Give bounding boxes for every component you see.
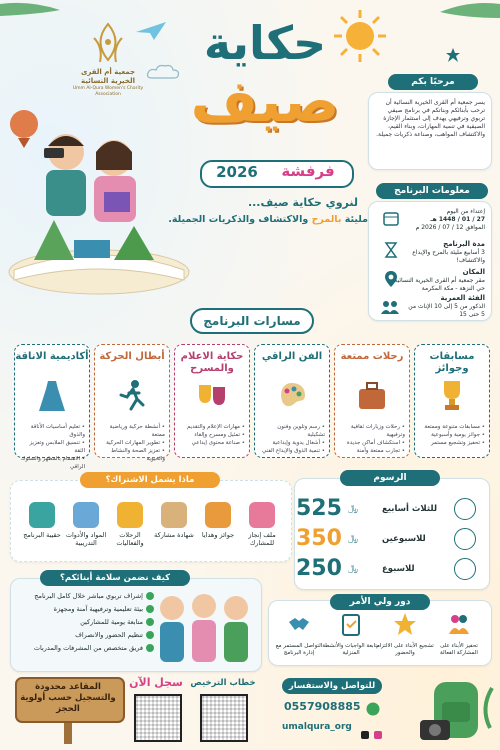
gift-icon bbox=[205, 502, 231, 528]
welcome-panel bbox=[368, 92, 492, 170]
brand-org-ar: جمعية أم القرى الخيرية النسائية bbox=[80, 68, 136, 85]
check-icon bbox=[146, 618, 154, 626]
track-line: • تنسيق الملابس وتعزيز الثقة bbox=[29, 440, 85, 454]
track-line: • تمثيل ومسرح وإلقاء bbox=[194, 432, 245, 438]
info-duration-value: 3 أسابيع مليئة بالمرح والإبداع والاكتشاف! bbox=[412, 249, 485, 264]
include-item bbox=[108, 502, 152, 547]
guardian-label: تحفيز الأبناء على المشاركة الفعالة bbox=[440, 643, 478, 656]
whatsapp-icon[interactable] bbox=[366, 702, 380, 716]
palette-icon bbox=[277, 379, 307, 413]
include-item bbox=[20, 502, 64, 539]
info-start-value: 27 / 01 / 1448 هـ bbox=[430, 216, 485, 223]
fee-row bbox=[296, 496, 476, 524]
license-letter-label[interactable]: خطاب الترخيص bbox=[190, 678, 256, 688]
track-line: • رحلات وزيارات ثقافية وترفيهية bbox=[350, 424, 405, 438]
safety-item bbox=[14, 603, 154, 616]
contact-handle[interactable]: umalqura_org bbox=[282, 722, 352, 732]
track-card bbox=[334, 344, 410, 458]
fee-period: للاسبوع bbox=[382, 564, 415, 574]
social-icons bbox=[352, 724, 382, 734]
track-card bbox=[254, 344, 330, 458]
fees-title: الرسوم bbox=[340, 470, 440, 486]
palm-leaf-icon bbox=[420, 0, 500, 30]
suitcase-icon bbox=[357, 379, 387, 413]
guardian-item bbox=[430, 612, 488, 657]
trophy-icon bbox=[437, 379, 467, 413]
info-duration-label: مدة البرنامج bbox=[443, 240, 485, 248]
fee-currency: ﷼ bbox=[348, 504, 358, 514]
guardian-item bbox=[376, 612, 434, 657]
logo-mark-icon bbox=[80, 18, 136, 74]
safety-item bbox=[14, 590, 154, 603]
include-item bbox=[196, 502, 240, 539]
fee-row bbox=[296, 526, 476, 554]
track-line: • تعزيز الصحة والنشاط والحيوية bbox=[111, 448, 165, 462]
register-qr-code[interactable] bbox=[134, 694, 182, 742]
track-line: • استكشاف أماكن جديدة bbox=[346, 440, 405, 446]
theater-masks-icon bbox=[197, 379, 227, 413]
track-line: • صناعة محتوى إبداعي bbox=[191, 440, 245, 446]
track-lines bbox=[259, 423, 325, 455]
hero-tagline2-b: بالمرح bbox=[311, 214, 342, 225]
hourglass-icon bbox=[383, 242, 399, 258]
brand-logo bbox=[72, 18, 144, 97]
track-line: • تجارب ممتعة وآمنة bbox=[356, 448, 405, 454]
check-icon bbox=[146, 605, 154, 613]
safety-text: متابعة يومية للمشاركين bbox=[80, 618, 143, 626]
certificate-icon bbox=[161, 502, 187, 528]
safety-list bbox=[14, 590, 154, 655]
backpack-camera-illustration bbox=[420, 668, 496, 746]
welcome-body: يسر جمعية أم القرى الخيرية النسائية أن ترحب بأبنائكم وبناتكم في برنامج صيفي تربوي وترفيهي يهدف إلى استثمار الإجازة الصيفية في تنمية المهارات، وبناء القيم، والاكتشاف المواهب، وصناعة ذكريات جميلة. bbox=[376, 99, 485, 138]
track-lines bbox=[19, 423, 85, 471]
include-item bbox=[152, 502, 196, 539]
track-line: • رسم وتلوين وفنون تشكيلية bbox=[277, 424, 325, 438]
track-line: • أشغال يدوية وإبداعية bbox=[272, 440, 325, 446]
fee-row bbox=[296, 556, 476, 584]
track-title: مسابقات وجوائز bbox=[429, 351, 475, 374]
track-line: • تحفيز وتشجيع مستمر bbox=[430, 440, 485, 446]
safety-text: إشراف تربوي مباشر خلال كامل البرنامج bbox=[34, 592, 143, 600]
fee-currency: ﷼ bbox=[348, 534, 358, 544]
calendar-icon bbox=[383, 210, 399, 226]
palm-leaf-icon bbox=[0, 0, 90, 26]
info-age-value: الذكور من 5 إلى 10 الإناث من 5 حتى 15 bbox=[408, 303, 485, 318]
check-icon bbox=[146, 592, 154, 600]
paper-plane-icon bbox=[134, 20, 168, 42]
clipboard-icon bbox=[339, 612, 363, 636]
fee-amount: 350 bbox=[296, 526, 342, 551]
hero-tagline2-c: والاكتشاف والذكريات الجميلة. bbox=[168, 214, 312, 225]
contact-title: للتواصل والاستفسار bbox=[282, 678, 382, 694]
info-place-label: المكان bbox=[462, 268, 485, 276]
track-title: أبطال الحركة bbox=[99, 351, 165, 362]
track-line: • مسابقات متنوعة وممتعة bbox=[424, 424, 485, 430]
info-age-label: الفئة العمرية bbox=[440, 294, 485, 302]
track-line: • تطوير المهارات الحركية bbox=[106, 440, 165, 446]
include-label: المواد والأدوات التدريبية bbox=[65, 531, 107, 547]
safety-item bbox=[14, 629, 154, 642]
hero-tagline2 bbox=[168, 214, 368, 225]
fee-period: للاسبوعين bbox=[382, 534, 426, 544]
track-title: الفن الراقي bbox=[261, 351, 323, 362]
hero-tagline2-a: مليئة bbox=[341, 214, 368, 225]
include-label: شهادة مشاركة bbox=[154, 531, 194, 539]
seats-notice: المقاعد محدودة والتسجيل حسب أولوية الحجز bbox=[20, 682, 116, 714]
guardian-label: تشجيع الأبناء على الالتزام والحضور bbox=[376, 643, 434, 656]
instagram-icon[interactable] bbox=[374, 731, 382, 739]
info-start-label: إعتداء من اليوم bbox=[446, 208, 485, 215]
safety-text: تنظيم الحضور والانصراف bbox=[75, 631, 143, 639]
welcome-title: مرحبًا بكم bbox=[388, 74, 478, 90]
track-line: • الاهتمام بالمظهر والسلوك الراقي bbox=[20, 456, 85, 470]
users-icon bbox=[454, 558, 476, 580]
guardian-title: دور ولي الأمر bbox=[330, 594, 430, 610]
fee-amount: 250 bbox=[296, 556, 342, 581]
hero-title-line2: صيف bbox=[190, 67, 340, 135]
info-place-value: مقر جمعية أم القرى الخيرية النسائية حي النزهة - مكة المكرمة bbox=[394, 277, 485, 292]
hero-subtitle: فرفشة bbox=[281, 162, 335, 180]
brand-org-en: Umm Al-Qura Women's Charity Association bbox=[72, 86, 144, 97]
includes-title: ماذا يشمل الاشتراك؟ bbox=[80, 472, 220, 488]
family-icon bbox=[447, 612, 471, 636]
track-card bbox=[174, 344, 250, 458]
guardian-item bbox=[270, 612, 328, 657]
folder-icon bbox=[249, 502, 275, 528]
register-now-label[interactable]: سجل الآن bbox=[129, 676, 183, 689]
track-line: • تعليم أساسيات الأناقة والذوق bbox=[30, 424, 85, 438]
calendar-icon bbox=[454, 498, 476, 520]
hero-tagline1: لنروي حكاية صيف... bbox=[247, 196, 358, 209]
clock-icon bbox=[454, 528, 476, 550]
sun-icon bbox=[332, 8, 388, 64]
contact-phone[interactable]: 0557908885 bbox=[284, 700, 361, 713]
safety-item bbox=[14, 642, 154, 655]
track-title: حكاية الاعلام والمسرح bbox=[180, 351, 244, 374]
include-label: ملف إنجاز للمشارك bbox=[248, 531, 276, 547]
include-label: جوائز وهدايا bbox=[201, 531, 235, 539]
star-icon bbox=[446, 48, 460, 62]
include-label: الرحلات والفعاليات bbox=[116, 531, 144, 547]
backpack-icon bbox=[29, 502, 55, 528]
track-line: • مهارات الإعلام والتقديم bbox=[186, 424, 245, 430]
check-icon bbox=[146, 631, 154, 639]
include-item bbox=[64, 502, 108, 547]
safety-title: كيف نضمن سلامة أبنائكم؟ bbox=[40, 570, 190, 586]
track-lines bbox=[179, 423, 245, 447]
tracks-title: مسارات البرنامج bbox=[190, 308, 314, 334]
art-supplies-icon bbox=[73, 502, 99, 528]
check-icon bbox=[146, 644, 154, 652]
fee-currency: ﷼ bbox=[348, 564, 358, 574]
kids-book-illustration bbox=[4, 100, 194, 300]
dress-icon bbox=[37, 379, 67, 413]
track-lines bbox=[99, 423, 165, 463]
running-person-icon bbox=[117, 379, 147, 413]
safety-text: فريق متخصص من المشرفات والمدربات bbox=[33, 644, 143, 652]
license-qr-code[interactable] bbox=[200, 694, 248, 742]
guardian-label: متابعة الواجبات والأنشطة المنزلية bbox=[322, 643, 380, 656]
include-item bbox=[240, 502, 284, 547]
handshake-icon bbox=[287, 612, 311, 636]
safety-text: بيئة تعليمية وترفيهية آمنة ومجهزة bbox=[53, 605, 143, 613]
hero-year: 2026 bbox=[216, 163, 258, 181]
track-title: رحلات ممتعة bbox=[340, 351, 404, 362]
cloud-icon bbox=[146, 64, 180, 80]
track-line: • تنمية الذوق والإبداع الفني bbox=[261, 448, 325, 454]
track-title: أكاديمية الاناقة bbox=[15, 351, 89, 362]
track-lines bbox=[419, 423, 485, 447]
guardian-item bbox=[322, 612, 380, 657]
x-icon[interactable] bbox=[361, 731, 369, 739]
kids-group-illustration bbox=[150, 588, 258, 668]
track-line: • أنشطة حركية ورياضية ممتعة bbox=[109, 424, 165, 438]
track-card bbox=[14, 344, 90, 470]
safety-item bbox=[14, 616, 154, 629]
include-label: حقيبة البرنامج bbox=[23, 531, 61, 539]
fee-period: للثلاث أسابيع bbox=[382, 504, 438, 514]
info-start-greg: الموافق 12 / 07 / 2026 م bbox=[415, 224, 485, 231]
track-card bbox=[414, 344, 490, 458]
guardian-label: التواصل المستمر مع إدارة البرنامج bbox=[275, 643, 323, 656]
track-line: • جوائز يومية وأسبوعية bbox=[431, 432, 485, 438]
track-lines bbox=[339, 423, 405, 455]
fee-amount: 525 bbox=[296, 496, 342, 521]
info-panel bbox=[368, 201, 492, 321]
track-card bbox=[94, 344, 170, 462]
star-icon bbox=[393, 612, 417, 636]
info-title: معلومات البرنامج bbox=[376, 183, 488, 199]
bus-icon bbox=[117, 502, 143, 528]
hero-title-line1: حكاية bbox=[203, 16, 327, 70]
users-icon bbox=[381, 300, 399, 314]
